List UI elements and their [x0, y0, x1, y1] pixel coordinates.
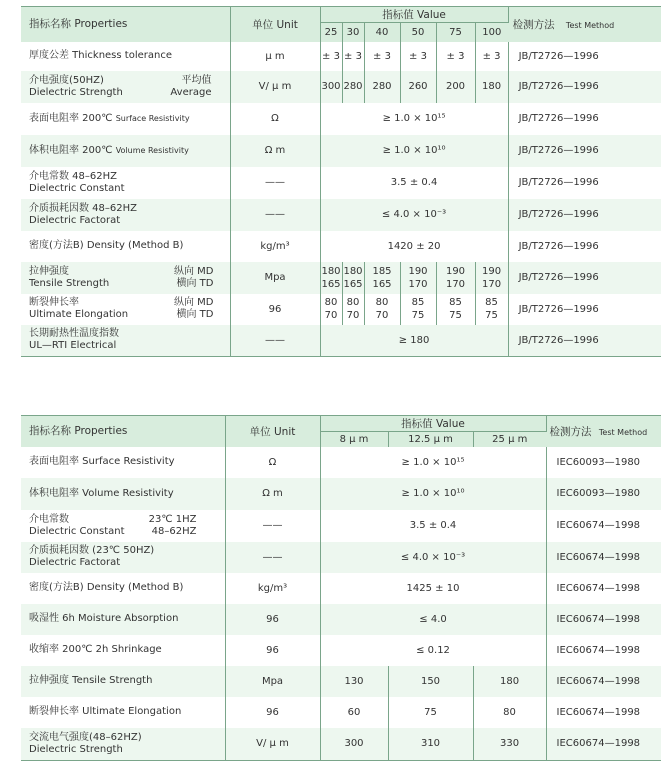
unit-cell: V/ μ m — [225, 728, 320, 761]
unit-cell: —— — [230, 199, 320, 231]
property-label: 表面电阻率 Surface Resistivity — [21, 447, 225, 478]
value-cell: ≤ 4.0 × 10⁻³ — [320, 199, 508, 231]
table-row — [21, 666, 661, 697]
header-method-cn: 检测方法 — [549, 425, 592, 438]
value-md: 85 — [449, 297, 462, 308]
table-row — [21, 635, 661, 666]
property-label-cn: 交流电气强度(48–62HZ) — [29, 731, 142, 743]
value-td: 70 — [324, 310, 338, 321]
value-cell: ≤ 4.0 — [320, 604, 546, 635]
direction-md-label: 纵向 MD — [173, 297, 214, 308]
header-method-en: Test Method — [598, 427, 648, 437]
property-label-en: Ultimate Elongation — [29, 309, 129, 320]
header-properties: 指标名称 Properties — [21, 416, 225, 447]
method-cell: JB/T2726—1996 — [508, 325, 661, 357]
unit-cell: 96 — [230, 294, 320, 325]
value-md: 185 — [372, 265, 392, 277]
method-cell: IEC60093—1980 — [546, 478, 661, 510]
value-cell: ± 3 — [436, 42, 475, 71]
property-label — [21, 510, 225, 542]
direction-td-label: 横向 TD — [176, 277, 214, 289]
thickness-header: 75 — [436, 23, 475, 42]
value-cell: ± 3 — [320, 42, 342, 71]
thickness-header: 25 — [320, 23, 342, 42]
method-cell: IEC60093—1980 — [546, 447, 661, 478]
value-td: 165 — [343, 278, 363, 290]
value-md: 180 — [343, 265, 363, 277]
value-cell: ± 3 — [364, 42, 400, 71]
value-md: 180 — [321, 265, 341, 277]
property-label-extra-cn: 23℃ 1HZ — [148, 513, 197, 525]
method-cell: JB/T2726—1996 — [508, 199, 661, 231]
value-cell: 80 — [473, 697, 546, 728]
method-cell: JB/T2726—1996 — [508, 231, 661, 262]
table-row — [21, 71, 661, 103]
thickness-header: 50 — [400, 23, 436, 42]
header-value: 指标值 Value — [320, 416, 546, 432]
value-cell: 260 — [400, 71, 436, 103]
method-cell: JB/T2726—1996 — [508, 135, 661, 167]
unit-cell: kg/m³ — [225, 573, 320, 604]
table-row — [21, 42, 661, 71]
value-cell: ≤ 0.12 — [320, 635, 546, 666]
value-cell: ≤ 4.0 × 10⁻³ — [320, 542, 546, 573]
value-td: 75 — [449, 310, 462, 321]
value-cell: 300 — [320, 728, 388, 761]
property-label: 断裂伸长率 Ultimate Elongation — [21, 697, 225, 728]
value-cell — [400, 262, 436, 294]
value-md: 80 — [346, 297, 360, 308]
property-label-cn: 断裂伸长率 — [29, 297, 79, 308]
value-td: 170 — [408, 278, 428, 290]
property-label-cn: 介电强度(50HZ) — [29, 74, 104, 86]
unit-cell: Ω — [230, 103, 320, 135]
property-label — [21, 167, 230, 199]
property-label — [21, 262, 230, 294]
table-row — [21, 294, 661, 325]
property-label — [21, 728, 225, 761]
unit-cell: 96 — [225, 635, 320, 666]
property-label-en: Volume Resistivity — [115, 145, 189, 155]
value-td: 70 — [346, 310, 360, 321]
value-md: 190 — [481, 265, 502, 277]
property-label-cn: 长期耐热性温度指数 — [29, 328, 119, 340]
thickness-header: 100 — [475, 23, 508, 42]
unit-cell: μ m — [230, 42, 320, 71]
thickness-header: 8 μ m — [320, 432, 388, 447]
property-label: 吸湿性 6h Moisture Absorption — [21, 604, 225, 635]
property-label: 拉伸强度 Tensile Strength — [21, 666, 225, 697]
unit-cell: kg/m³ — [230, 231, 320, 262]
property-label — [21, 135, 230, 167]
header-method-en: Test Method — [565, 20, 615, 30]
properties-table-2 — [21, 415, 661, 761]
property-label-en: Dielectric Constant — [29, 182, 125, 194]
value-cell — [320, 294, 342, 325]
value-cell: ≥ 1.0 × 10¹⁰ — [320, 478, 546, 510]
table-row — [21, 478, 661, 510]
value-cell: 3.5 ± 0.4 — [320, 167, 508, 199]
method-cell: IEC60674—1998 — [546, 666, 661, 697]
thickness-header: 12.5 μ m — [388, 432, 473, 447]
table-row — [21, 199, 661, 231]
unit-cell: Mpa — [230, 262, 320, 294]
property-label-cn: 介电常数 48–62HZ — [29, 170, 117, 182]
property-label-cn: 介质损耗因数 48–62HZ — [29, 202, 137, 214]
value-cell: 3.5 ± 0.4 — [320, 510, 546, 542]
header-unit: 单位 Unit — [225, 416, 320, 447]
table-row — [21, 325, 661, 357]
property-label-cn: 体积电阻率 200℃ — [29, 144, 113, 156]
unit-cell: V/ μ m — [230, 71, 320, 103]
method-cell: JB/T2726—1996 — [508, 71, 661, 103]
method-cell: IEC60674—1998 — [546, 635, 661, 666]
unit-cell: Ω m — [230, 135, 320, 167]
unit-cell: Ω — [225, 447, 320, 478]
method-cell: IEC60674—1998 — [546, 604, 661, 635]
method-cell: IEC60674—1998 — [546, 510, 661, 542]
property-label-en: Dielectric Factorat — [29, 557, 121, 568]
value-md: 190 — [445, 265, 466, 277]
value-cell — [436, 294, 475, 325]
thickness-header: 25 μ m — [473, 432, 546, 447]
value-td: 70 — [375, 310, 389, 321]
unit-cell: Mpa — [225, 666, 320, 697]
table-row — [21, 604, 661, 635]
table-row — [21, 447, 661, 478]
method-cell: IEC60674—1998 — [546, 573, 661, 604]
header-method-cn: 检测方法 — [512, 18, 555, 31]
value-cell: 150 — [388, 666, 473, 697]
table-row — [21, 231, 661, 262]
value-md: 80 — [324, 297, 338, 308]
value-cell: ± 3 — [475, 42, 508, 71]
table-row — [21, 262, 661, 294]
value-cell: 130 — [320, 666, 388, 697]
property-label-en: Tensile Strength — [29, 277, 110, 289]
property-label-en: Dielectric Factorat — [29, 214, 121, 226]
value-cell: 200 — [436, 71, 475, 103]
value-td: 165 — [372, 278, 392, 290]
property-label-extra-en: Average — [170, 86, 212, 98]
property-label-extra-cn: 平均值 — [181, 74, 212, 86]
value-cell: ± 3 — [400, 42, 436, 71]
value-cell: 75 — [388, 697, 473, 728]
method-cell: IEC60674—1998 — [546, 728, 661, 761]
property-label-extra-en: 48–62HZ — [151, 525, 197, 537]
value-md: 190 — [408, 265, 428, 277]
property-label-en: Dielectric Strength — [29, 743, 123, 755]
property-label-en: Dielectric Constant — [29, 525, 125, 537]
unit-cell: —— — [230, 167, 320, 199]
value-cell: 180 — [473, 666, 546, 697]
property-label: 收缩率 200℃ 2h Shrinkage — [21, 635, 225, 666]
value-td: 165 — [321, 278, 341, 290]
table-row — [21, 167, 661, 199]
method-cell: JB/T2726—1996 — [508, 103, 661, 135]
properties-table-1 — [21, 6, 661, 357]
value-td: 170 — [445, 278, 466, 290]
property-label — [21, 294, 230, 325]
property-label: 密度(方法B) Density (Method B) — [21, 573, 225, 604]
property-label-cn: 拉伸强度 — [29, 265, 69, 277]
property-label-cn: 介电常数 — [29, 513, 69, 525]
value-td: 170 — [481, 278, 502, 290]
value-md: 85 — [411, 297, 425, 308]
property-label — [21, 542, 225, 573]
unit-cell: —— — [230, 325, 320, 357]
value-cell: 300 — [320, 71, 342, 103]
header-unit: 单位 Unit — [230, 7, 320, 42]
method-cell: IEC60674—1998 — [546, 542, 661, 573]
value-cell: 180 — [475, 71, 508, 103]
unit-cell: Ω m — [225, 478, 320, 510]
property-label: 体积电阻率 Volume Resistivity — [21, 478, 225, 510]
thickness-header: 40 — [364, 23, 400, 42]
thickness-header: 30 — [342, 23, 364, 42]
value-td: 75 — [485, 310, 498, 321]
direction-md-label: 纵向 MD — [173, 265, 214, 277]
value-cell: 280 — [364, 71, 400, 103]
table-row — [21, 728, 661, 761]
table-row — [21, 573, 661, 604]
property-label — [21, 103, 230, 135]
header-value: 指标值 Value — [320, 7, 508, 23]
value-cell: 1425 ± 10 — [320, 573, 546, 604]
unit-cell: 96 — [225, 697, 320, 728]
method-cell: JB/T2726—1996 — [508, 42, 661, 71]
value-cell — [342, 262, 364, 294]
value-cell: ≥ 1.0 × 10¹⁵ — [320, 103, 508, 135]
value-td: 75 — [411, 310, 425, 321]
property-label: 密度(方法B) Density (Method B) — [21, 231, 230, 262]
property-label-en: UL—RTI Electrical — [29, 340, 117, 352]
method-cell: JB/T2726—1996 — [508, 167, 661, 199]
value-cell: ± 3 — [342, 42, 364, 71]
property-label — [21, 199, 230, 231]
value-cell: ≥ 1.0 × 10¹⁰ — [320, 135, 508, 167]
direction-td-label: 横向 TD — [176, 309, 214, 320]
value-cell: ≥ 1.0 × 10¹⁵ — [320, 447, 546, 478]
header-method — [508, 7, 661, 42]
table-row — [21, 103, 661, 135]
property-label — [21, 325, 230, 357]
value-cell: 1420 ± 20 — [320, 231, 508, 262]
value-cell: 330 — [473, 728, 546, 761]
property-label: 厚度公差 Thickness tolerance — [21, 42, 230, 71]
value-md: 85 — [485, 297, 498, 308]
unit-cell: —— — [225, 542, 320, 573]
value-cell: 60 — [320, 697, 388, 728]
value-md: 80 — [375, 297, 389, 308]
value-cell — [342, 294, 364, 325]
value-cell — [364, 294, 400, 325]
value-cell: 310 — [388, 728, 473, 761]
property-label-cn: 表面电阻率 200℃ — [29, 112, 113, 124]
value-cell: ≥ 180 — [320, 325, 508, 357]
table-row — [21, 135, 661, 167]
value-cell: 280 — [342, 71, 364, 103]
property-label-en: Surface Resistivity — [115, 113, 190, 123]
value-cell — [475, 294, 508, 325]
property-label — [21, 71, 230, 103]
method-cell: JB/T2726—1996 — [508, 262, 661, 294]
method-cell: IEC60674—1998 — [546, 697, 661, 728]
property-label-cn: 介质损耗因数 (23℃ 50HZ) — [29, 545, 155, 556]
value-cell — [364, 262, 400, 294]
table-row — [21, 697, 661, 728]
table-row — [21, 510, 661, 542]
table-row — [21, 542, 661, 573]
value-cell — [436, 262, 475, 294]
value-cell — [400, 294, 436, 325]
property-label-en: Dielectric Strength — [29, 86, 123, 98]
unit-cell: —— — [225, 510, 320, 542]
value-cell — [475, 262, 508, 294]
header-method — [546, 416, 661, 447]
unit-cell: 96 — [225, 604, 320, 635]
header-properties: 指标名称 Properties — [21, 7, 230, 42]
method-cell: JB/T2726—1996 — [508, 294, 661, 325]
value-cell — [320, 262, 342, 294]
